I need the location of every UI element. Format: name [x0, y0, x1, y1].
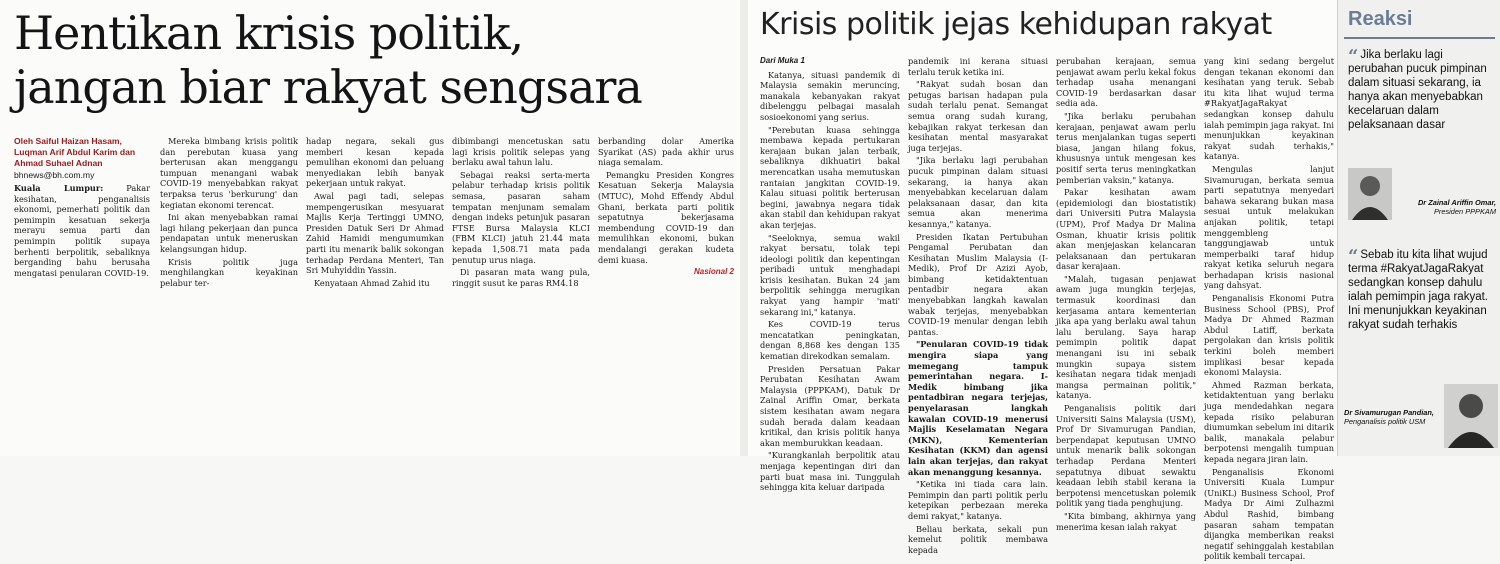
headline-line-1: Hentikan krisis politik, [14, 6, 524, 60]
paragraph: "Ketika ini tiada cara lain. Pemimpin dan parti politik perlu ketepikan perbezaan mereka demi rakyat," katanya. [908, 479, 1048, 521]
byline [14, 136, 148, 181]
caption-zainal: Dr Zainal Ariffin Omar, Presiden PPPKAM [1417, 198, 1496, 216]
paragraph: Presiden Ikatan Pertubuhan Pengamal Perubatan dan Kesihatan Muslim Malaysia (I-Medik), Prof Dr Azizi Ayob, bimbang ketidaktentuan pentadbir negara akan menyebabkan langkah kawalan wabak terjejas, menyebabkan COVID-19 menular dengan lebih pantas. [908, 231, 1048, 337]
paragraph: "Kurangkanlah berpolitik atau menjaga kepentingan diri dan parti buat masa ini. Tunggulah sehingga kita keluar daripada [760, 450, 900, 493]
paragraph: "Jika berlaku perubahan kerajaan, penjawat awam perlu terus menjalankan tugas seperti biasa, jangan hilang fokus, khususnya untuk mengesan kes positif serta terus meningkatkan pemberian vaksin," katanya. [1056, 110, 1196, 185]
paragraph: hadap negara, sekali gus memberi kesan kepada pemulihan ekonomi dan peluang menyediakan lebih banyak pekerjaan untuk rakyat. [306, 136, 444, 189]
paragraph: Ini akan menyebabkan ramai lagi hilang pekerjaan dan punca pendapatan untuk meneruskan kelangsungan hidup. [160, 212, 298, 254]
paragraph: Katanya, situasi pandemik di Malaysia semakin meruncing, manakala kebanyakan rakyat dibelenggu pelbagai masalah sosioekonomi yang serius. [760, 69, 900, 122]
right-col-4 [1204, 56, 1334, 564]
reaksi-sidebar [1337, 0, 1500, 456]
headline-line-2: jangan biar rakyat sengsara [14, 60, 642, 114]
pull-quote-1: “ Jika berlaku lagi perubahan pucuk pimpinan dalam situasi sekarang, ia hanya akan menyebabkan kecelaruan dalam pelaksanaan dasar [1348, 46, 1487, 131]
paragraph: yang kini sedang bergelut dengan tekanan ekonomi dan kesihatan yang teruk. Sebab itu kita lihat wujud terma #RakyatJagaRakyat sedangkan konsep dahulu ialah pemimpin jaga rakyat. Ini menunjukkan keyakinan rakyat sudah terhakis," katanya. [1204, 56, 1334, 162]
paragraph: Sebagai reaksi serta-merta pelabur terhadap krisis politik semasa, pasaran saham tempatan menjunam semalam dengan indeks petunjuk pasaran FTSE Bursa Malaysia KLCI (FBM KLCI) jatuh 21.44 mata kepada 1,508.71 mata pada penutup urus niaga. [452, 169, 590, 265]
paragraph: Ahmed Razman berkata, ketidaktentuan yang berlaku juga mendedahkan negara kepada risiko pelaburan diumumkan sebelum ini ditarik balik, manakala pelabur berpotensi mengalih tumpuan kepada negara jiran lain. [1204, 379, 1334, 464]
paragraph: Pakar kesihatan awam (epidemiologi dan biostatistik) dari Universiti Putra Malaysia (UPM), Prof Madya Dr Malina Osman, khuatir krisis politik akan menjejaskan kelancaran pelaksanaan dan pertukaran dasar kerajaan. [1056, 187, 1196, 272]
caption-sivamurugan: Dr Sivamurugan Pandian, Penganalisis politik USM [1344, 408, 1434, 426]
paragraph: perubahan kerajaan, semua penjawat awam perlu kekal fokus terhadap usaha menangani COVID-19 berdasarkan dasar sedia ada. [1056, 56, 1196, 109]
right-col-3 [1056, 56, 1196, 534]
paragraph: "Kita bimbang, akhirnya yang menerima kesan ialah rakyat [1056, 510, 1196, 532]
paragraph: Penganalisis Ekonomi Putra Business School (PBS), Prof Madya Dr Ahmed Razman Abdul Latiff, berkata pergolakan dan krisis politik terkini boleh memberi implikasi besar kepada ekonomi Malaysia. [1204, 293, 1334, 378]
quote-mark-icon: “ [1348, 246, 1359, 267]
page-gutter [740, 0, 748, 456]
paragraph: Pemangku Presiden Kongres Kesatuan Sekerja Malaysia (MTUC), Mohd Effendy Abdul Ghani, berkata parti politik sepatutnya bekerjasama membendung COVID-19 dan memulihkan ekonomi, bukan mendalangi gerakan kudeta demi kuasa. [598, 169, 734, 265]
avatar-zainal [1348, 168, 1392, 220]
paragraph: Presiden Persatuan Pakar Perubatan Kesihatan Awam Malaysia (PPPKAM), Datuk Dr Zainal Ariffin Omar, berkata sistem kesihatan awam negara sudah berada dalam keadaan kritikal, dan krisis politik hanya akan memburukkan keadaan. [760, 363, 900, 448]
byline-email: bhnews@bh.com.my [14, 170, 95, 180]
jump-link-nasional[interactable]: Nasional 2 [693, 267, 734, 277]
paragraph: Mengulas lanjut Sivamurugan, berkata semua parti sepatutnya menyedari bahawa sekarang bukan masa sesuai untuk melakukan anjakan politik, tetapi menggembleng tanggungjawab untuk memperbaiki taraf hidup rakyat ketika seluruh negara berhadapan krisis nasional yang dahsyat. [1204, 163, 1334, 291]
paragraph: Mereka bimbang krisis politik dan perebutan kuasa yang berterusan akan menggangu tumpuan menangani wabak COVID-19 menyebabkan rakyat terpaksa terus 'berkurung' dan kegiatan ekonomi terencat. [160, 136, 298, 210]
headline-secondary: Krisis politik jejas kehidupan rakyat [760, 7, 1272, 42]
paragraph: Krisis politik juga menghilangkan keyakinan pelabur ter- [160, 256, 298, 288]
left-col-4 [452, 136, 590, 290]
headline-main [14, 6, 642, 114]
paragraph: Awal pagi tadi, selepas mempengerusikan mesyuarat Majlis Kerja Tertinggi UMNO, Presiden Datuk Seri Dr Ahmad Zahid Hamidi mengumumkan parti itu menarik balik sokongan terhadap Perdana Menteri, Tan Sri Muhyiddin Yassin. [306, 190, 444, 276]
right-col-1 [760, 56, 900, 495]
paragraph: "Jika berlaku lagi perubahan pucuk pimpinan dalam situasi sekarang, ia hanya akan menyebabkan kecelaruan dalam pelaksanaan dasar, dan kita semua akan menerima kesannya," katanya. [908, 155, 1048, 229]
paragraph: Kenyataan Ahmad Zahid itu [314, 277, 430, 288]
paragraph strong: "Penularan COVID-19 tidak mengira siapa yang memegang tampuk pemerintahan negara. I-Medik bimbang jika pentadbiran negara terjejas, penyelarasan langkah kawalan COVID-19 menerusi Majlis Keselamatan Negara (MKN), Kementerian Kesihatan (KKM) dan agensi lain akan terjejas, dan rakyat akan menanggung kesannya. [908, 339, 1048, 477]
paragraph: Di pasaran mata wang pula, ringgit susut ke paras RM4.18 [452, 267, 590, 288]
paragraph: Kes COVID-19 terus mencatatkan peningkatan, dengan 8,868 kes dengan 135 kematian direkodkan semalam. [760, 319, 900, 362]
paragraph: Penganalisis Ekonomi Universiti Kuala Lumpur (UniKL) Business School, Prof Madya Dr Aimi Zulhazmi Abdul Rashid, bimbang pasaran saham tempatan dijangka memberikan reaksi negatif sehinggalah kestabilan politik kembali tercapai. [1204, 466, 1334, 562]
portrait-icon [1348, 168, 1392, 220]
left-col-5 [598, 136, 734, 278]
left-col-1 [14, 183, 150, 280]
left-article [0, 0, 740, 456]
paragraph: Beliau berkata, sekali pun kemelut politik membawa kepada [908, 523, 1048, 555]
lead-paragraph: Kuala Lumpur: Pakar kesihatan, penganalisis ekonomi, pemerhati politik dan pemimpin kesatuan sekerja merayu semua parti dan pemimpin politik supaya berhenti berpolitik, sebaliknya berganding bahu berusaha mengatasi penularan COVID-19. [14, 183, 150, 278]
left-col-3 [306, 136, 444, 290]
paragraph: "Malah, tugasan penjawat awam juga mungkin terjejas, termasuk koordinasi dan kerjasama antara kementerian jika apa yang berlaku awal tahun lalu berulang. Saya harap pemimpin politik dapat menangani isu ini sebaik mungkin supaya sistem kesihatan negara tidak menjadi mangsa permainan politik," katanya. [1056, 273, 1196, 401]
paragraph: berbanding dolar Amerika Syarikat (AS) pada akhir urus niaga semalam. [598, 136, 734, 168]
pull-quote-2: “ Sebab itu kita lihat wujud terma #RakyatJagaRakyat sedangkan konsep dahulu ialah pemimpin jaga rakyat. Ini menunjukkan keyakinan rakyat sudah terhakis [1348, 246, 1488, 331]
paragraph: dibimbangi mencetuskan satu lagi krisis politik selepas yang berlaku awal tahun lalu. [452, 136, 590, 168]
byline-authors: Oleh Saiful Haizan Hasam, Luqman Arif Abdul Karim dan Ahmad Suhael Adnan [14, 136, 136, 168]
paragraph: pandemik ini kerana situasi terlalu teruk ketika ini. [908, 56, 1048, 77]
quote-mark-icon: “ [1348, 46, 1359, 67]
paragraph: "Perebutan kuasa sehingga membawa kepada pertukaran kerajaan bukan jalan terbaik, sebaliknya dikhuatiri bakal merencatkan usaha memutuskan rantaian jangkitan COVID-19. Kalau situasi politik berterusan begini, jawabnya negara tidak akan stabil dan kehidupan rakyat akan terjejas. [760, 124, 900, 230]
right-col-2 [908, 56, 1048, 557]
portrait-icon [1444, 384, 1498, 448]
paragraph: Penganalisis politik dari Universiti Sains Malaysia (USM), Prof Dr Sivamurugan Pandian, berpendapat keputusan UMNO untuk menarik balik sokongan terhadap Perdana Menteri sepatutnya dibuat sewaktu keadaan lebih stabil kerana ia berpotensi mencetuskan polemik politik yang tiada penghujung. [1056, 403, 1196, 509]
paragraph: "Rakyat sudah bosan dan petugas barisan hadapan pula sudah terlalu penat. Semangat semua orang sudah kurang, kebajikan rakyat terkesan dan kesihatan mental masyarakat juga terjejas. [908, 79, 1048, 153]
avatar-sivamurugan [1444, 384, 1498, 448]
continued-from-label: Dari Muka 1 [760, 56, 805, 65]
paragraph: "Seeloknya, semua wakil rakyat bersatu, tolak tepi ideologi politik dan kepentingan peribadi untuk menghadapi krisis kesihatan. Bukan 24 jam berpolitik sehingga merugikan rakyat yang hampir 'mati' sekarang ini," katanya. [760, 232, 900, 317]
left-col-2 [160, 136, 298, 290]
dateline: Kuala Lumpur: [14, 183, 104, 193]
sidebar-rule [1344, 37, 1495, 39]
sidebar-title: Reaksi [1348, 8, 1413, 30]
